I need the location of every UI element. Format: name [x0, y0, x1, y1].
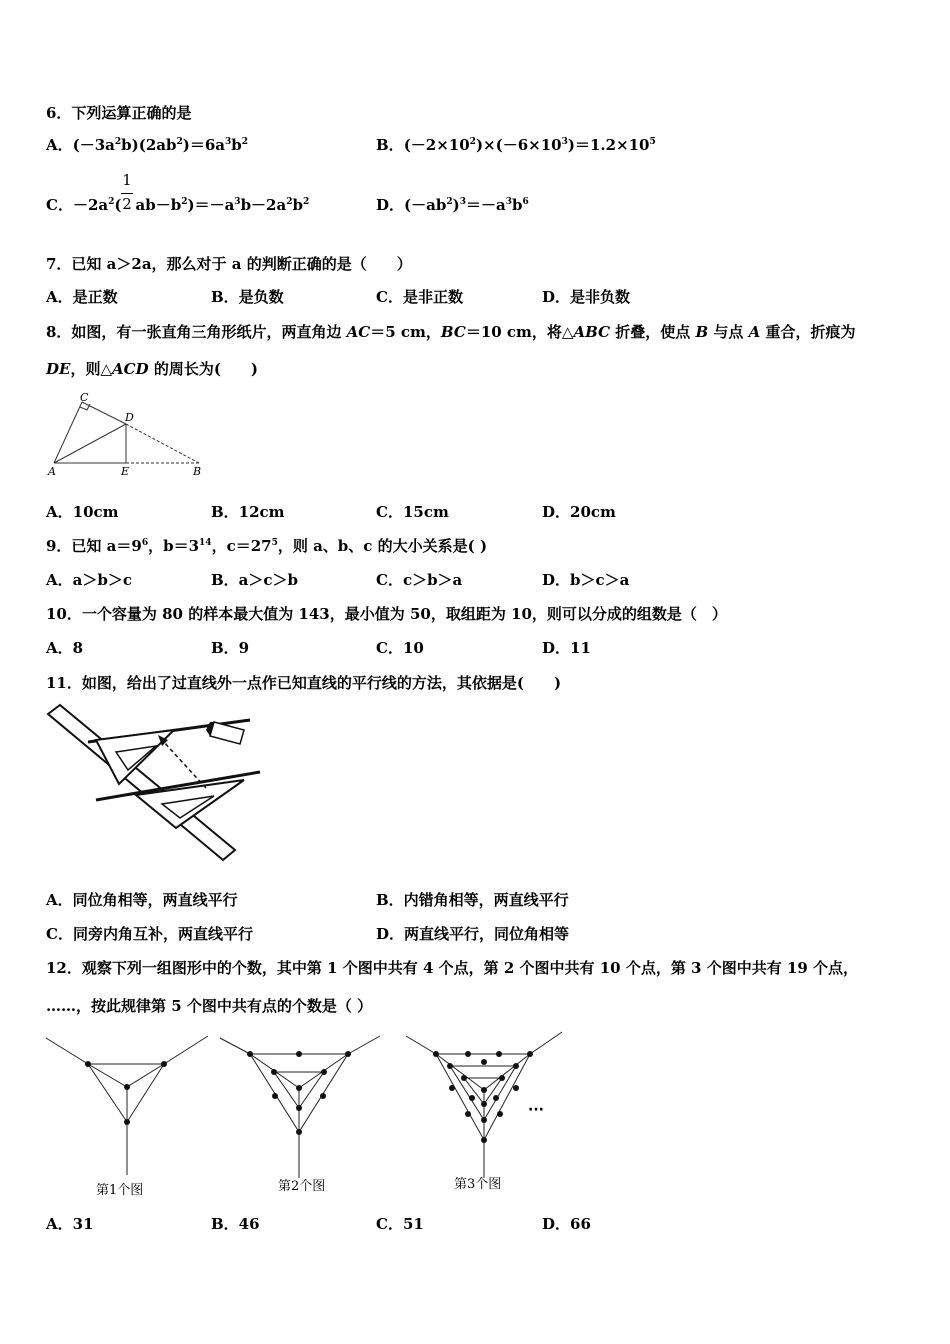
- q7-option-a[interactable]: A．是正数: [46, 288, 118, 306]
- q12-option-a[interactable]: A．31: [46, 1215, 94, 1233]
- dot: [481, 1137, 487, 1143]
- q6-option-c-fraction: 1 2: [122, 171, 132, 213]
- dot: [465, 1051, 471, 1057]
- q12-option-d[interactable]: D．66: [542, 1215, 591, 1233]
- label-a: A: [48, 465, 56, 478]
- pattern-figure-2: [220, 1036, 380, 1194]
- dot: [296, 1085, 302, 1091]
- dot: [527, 1051, 533, 1057]
- dot: [272, 1093, 278, 1099]
- dot: [481, 1059, 487, 1065]
- q8-option-b[interactable]: B．12cm: [211, 503, 285, 521]
- q6-option-b[interactable]: B．$(-2\times 10^2)\times(-6\times 10^3)=1.2\times 10^5$: [376, 136, 656, 154]
- q12-option-b[interactable]: B．46: [211, 1215, 260, 1233]
- side-ac: [54, 402, 82, 463]
- q8-stem-line1: 8．如图，有一张直角三角形纸片，两直角边 AC＝5 cm，BC＝10 cm，将△ABC 折叠，使点 B 与点 A 重合，折痕为: [46, 323, 856, 341]
- q12-dot-pattern-figure: [44, 1030, 574, 1200]
- dot: [469, 1095, 475, 1101]
- q6-option-d[interactable]: D．$(-ab^2)^3=-a^3b^6$: [376, 196, 529, 214]
- label-b: B: [193, 465, 202, 478]
- q11-stem: 11．如图，给出了过直线外一点作已知直线的平行线的方法，其依据是( ): [46, 674, 562, 692]
- q7-stem: 7．已知 a＞2a，那么对于 a 的判断正确的是（ ）: [46, 255, 412, 273]
- q8-option-d[interactable]: D．20cm: [542, 503, 616, 521]
- q6-option-c[interactable]: C．$-2a^2$( $ab-b^2)=-a^3b-2a^2b^2$: [46, 196, 310, 214]
- q12-stem-line1: 12．观察下列一组图形中的个数，其中第 1 个图中共有 4 个点，第 2 个图中共有 10 个点，第 3 个图中共有 19 个点，: [46, 959, 859, 977]
- dot: [496, 1051, 502, 1057]
- q11-option-b[interactable]: B．内错角相等，两直线平行: [376, 891, 569, 909]
- q9-option-d[interactable]: D．b＞c＞a: [542, 571, 630, 589]
- side-cd: [82, 402, 126, 424]
- q7-option-d[interactable]: D．是非负数: [542, 288, 631, 306]
- side-ad: [54, 424, 126, 463]
- dot: [513, 1085, 519, 1091]
- q7-option-b[interactable]: B．是负数: [211, 288, 284, 306]
- dot: [461, 1075, 467, 1081]
- label-c: C: [80, 391, 89, 404]
- dashed-db: [126, 424, 199, 463]
- dot: [481, 1117, 487, 1123]
- dot: [124, 1084, 130, 1090]
- translation-arrow: [162, 740, 206, 788]
- dot: [85, 1061, 91, 1067]
- q9-stem: 9．已知 $a=9^6$，$b=3^{14}$，$c=27^5$，则 a、b、c 的大小关系是( ): [46, 537, 488, 555]
- q11-option-a[interactable]: A．同位角相等，两直线平行: [46, 891, 238, 909]
- q8-option-a[interactable]: A．10cm: [46, 503, 119, 521]
- dot: [271, 1069, 277, 1075]
- q11-setsquare-figure: [44, 700, 269, 868]
- q10-option-d[interactable]: D．11: [542, 639, 591, 657]
- dot: [449, 1085, 455, 1091]
- q11-option-d[interactable]: D．两直线平行，同位角相等: [376, 925, 570, 943]
- q7-option-c[interactable]: C．是非正数: [376, 288, 463, 306]
- q6-option-a[interactable]: A．$(-3a^2b)(2ab^2)=6a^3b^2$: [46, 136, 249, 154]
- caption-figure-2: 第2个图: [278, 1179, 326, 1194]
- q12-stem-line2: ……，按此规律第 5 个图中共有点的个数是（ ）: [46, 997, 373, 1015]
- q10-option-b[interactable]: B．9: [211, 639, 250, 657]
- dot: [481, 1087, 487, 1093]
- dot: [124, 1119, 130, 1125]
- dot: [497, 1111, 503, 1117]
- q10-option-a[interactable]: A．8: [46, 639, 84, 657]
- caption-figure-1: 第1个图: [96, 1183, 144, 1198]
- dot: [320, 1093, 326, 1099]
- dot: [247, 1051, 253, 1057]
- dot: [465, 1111, 471, 1117]
- dot: [493, 1095, 499, 1101]
- dot: [296, 1051, 302, 1057]
- dot: [433, 1051, 439, 1057]
- pencil: [210, 722, 244, 744]
- label-d: D: [125, 411, 134, 424]
- q9-option-a[interactable]: A．a＞b＞c: [46, 571, 132, 589]
- dot: [499, 1075, 505, 1081]
- dot: [296, 1129, 302, 1135]
- dot: [345, 1051, 351, 1057]
- q8-stem-line2: DE，则△ACD 的周长为( ): [46, 360, 259, 378]
- q6-stem: 6．下列运算正确的是: [46, 104, 192, 122]
- q12-option-c[interactable]: C．51: [376, 1215, 424, 1233]
- q9-option-b[interactable]: B．a＞c＞b: [211, 571, 299, 589]
- caption-figure-3: 第3个图: [454, 1177, 502, 1192]
- dot: [513, 1063, 519, 1069]
- q8-triangle-figure: [44, 390, 214, 480]
- q8-option-c[interactable]: C．15cm: [376, 503, 449, 521]
- dot: [447, 1063, 453, 1069]
- pattern-figure-1: [46, 1036, 208, 1198]
- q11-option-c[interactable]: C．同旁内角互补，两直线平行: [46, 925, 253, 943]
- q10-option-c[interactable]: C．10: [376, 639, 424, 657]
- dot: [296, 1105, 302, 1111]
- label-e: E: [121, 465, 130, 478]
- dot: [481, 1101, 487, 1107]
- dot: [161, 1061, 167, 1067]
- dot: [321, 1069, 327, 1075]
- q10-stem: 10．一个容量为 80 的样本最大值为 143，最小值为 50，取组距为 10，则可以分成的组数是（ ）: [46, 605, 727, 623]
- q9-option-c[interactable]: C．c＞b＞a: [376, 571, 463, 589]
- ellipsis: ···: [528, 1102, 544, 1118]
